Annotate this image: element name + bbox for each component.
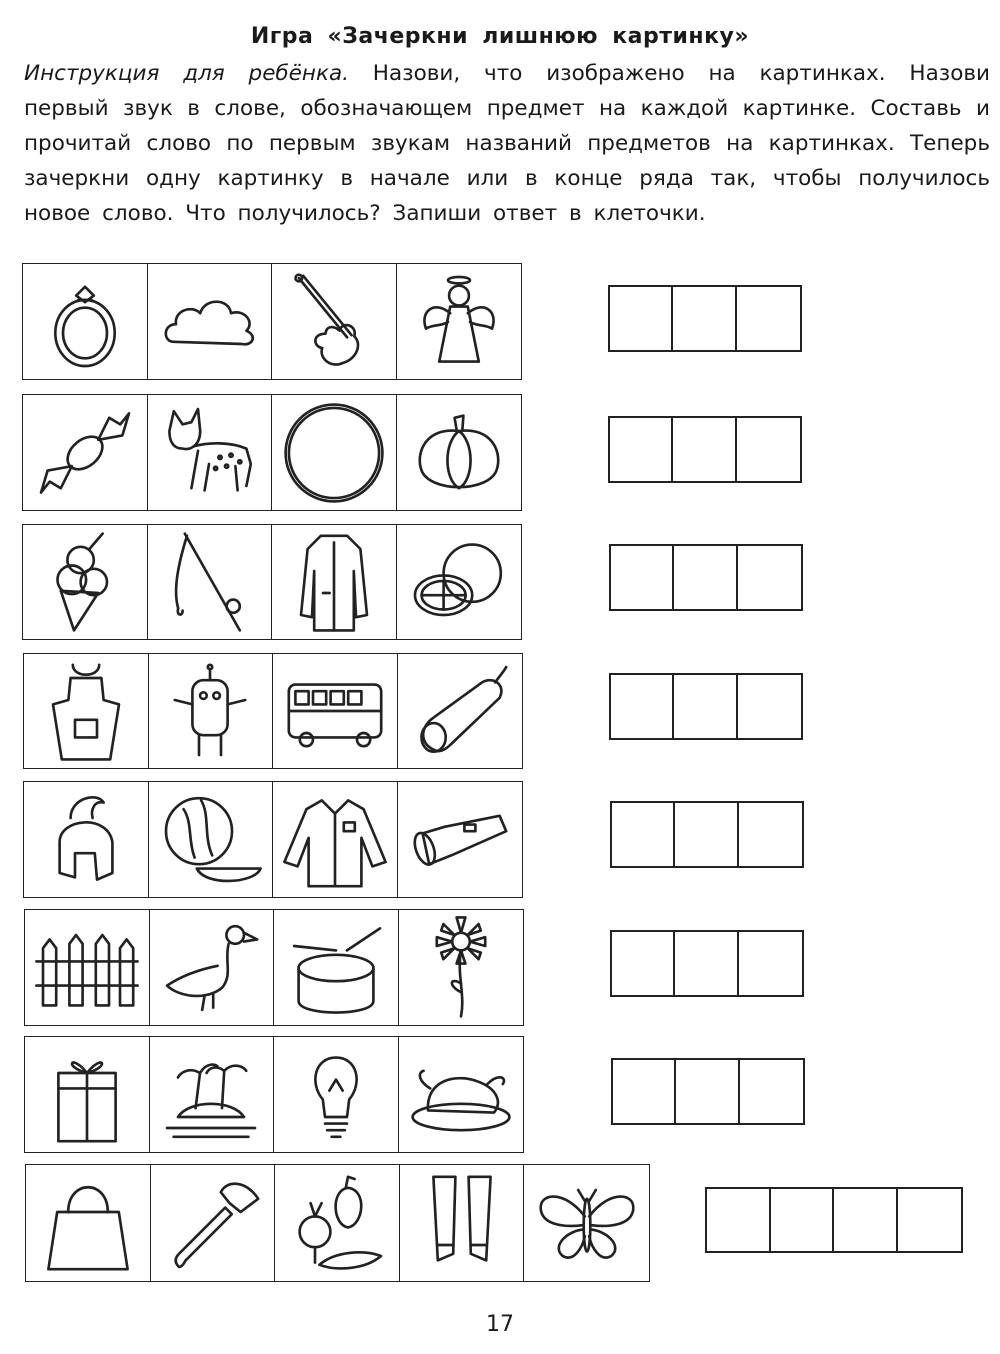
apron-icon bbox=[27, 656, 145, 766]
picture-cell[interactable] bbox=[399, 1037, 524, 1152]
island-icon bbox=[152, 1040, 270, 1150]
answer-cell[interactable] bbox=[610, 418, 673, 481]
answer-boxes-5[interactable] bbox=[610, 801, 804, 868]
picture-cell[interactable] bbox=[524, 1165, 649, 1281]
picture-cell[interactable] bbox=[400, 1165, 525, 1281]
coat-icon bbox=[275, 527, 393, 637]
answer-cell[interactable] bbox=[613, 1060, 676, 1123]
answer-cell[interactable] bbox=[739, 803, 802, 866]
answer-cell[interactable] bbox=[674, 675, 737, 738]
page-title: Игра «Зачеркни лишнюю картинку» bbox=[250, 24, 750, 49]
picture-row-3 bbox=[22, 524, 522, 640]
answer-boxes-1[interactable] bbox=[608, 285, 802, 352]
answer-cell[interactable] bbox=[675, 932, 738, 995]
picture-row-5 bbox=[23, 781, 523, 898]
answer-cell[interactable] bbox=[771, 1189, 835, 1251]
gift-icon bbox=[28, 1040, 146, 1150]
answer-boxes-7[interactable] bbox=[611, 1058, 805, 1125]
answer-cell[interactable] bbox=[612, 803, 675, 866]
answer-cell[interactable] bbox=[673, 418, 736, 481]
picture-cell[interactable] bbox=[23, 525, 148, 639]
pumpkin-icon bbox=[400, 398, 518, 508]
drum-icon bbox=[277, 913, 395, 1023]
orange-icon bbox=[400, 527, 518, 637]
answer-cell[interactable] bbox=[610, 287, 673, 350]
answer-cell[interactable] bbox=[737, 418, 800, 481]
picture-cell[interactable] bbox=[399, 910, 524, 1025]
vegetables-icon bbox=[278, 1168, 396, 1278]
helmet-icon bbox=[27, 785, 145, 895]
answer-cell[interactable] bbox=[675, 803, 738, 866]
picture-cell[interactable] bbox=[25, 1037, 150, 1152]
picture-cell[interactable] bbox=[272, 264, 397, 379]
picture-cell[interactable] bbox=[149, 782, 274, 897]
cloud-icon bbox=[150, 267, 268, 377]
answer-boxes-6[interactable] bbox=[610, 930, 804, 997]
picture-row-1 bbox=[22, 263, 522, 380]
picture-cell[interactable] bbox=[272, 395, 397, 510]
answer-cell[interactable] bbox=[737, 287, 800, 350]
picture-row-8 bbox=[25, 1164, 650, 1282]
violin-icon bbox=[275, 267, 393, 377]
flashlight-icon bbox=[401, 785, 519, 895]
answer-cell[interactable] bbox=[707, 1189, 771, 1251]
flower-icon bbox=[402, 913, 520, 1023]
picture-cell[interactable] bbox=[398, 654, 523, 768]
answer-cell[interactable] bbox=[740, 1060, 803, 1123]
jacket-icon bbox=[276, 785, 394, 895]
circle-icon bbox=[275, 398, 393, 508]
picture-cell[interactable] bbox=[24, 782, 149, 897]
lynx-icon bbox=[150, 398, 268, 508]
duck-icon bbox=[152, 913, 270, 1023]
answer-boxes-3[interactable] bbox=[609, 544, 803, 611]
watermelon-icon bbox=[151, 785, 269, 895]
butterfly-icon bbox=[528, 1168, 646, 1278]
picture-cell[interactable] bbox=[26, 1165, 151, 1281]
bus-icon bbox=[276, 656, 394, 766]
picture-row-4 bbox=[23, 653, 523, 769]
answer-cell[interactable] bbox=[612, 932, 675, 995]
page-number: 17 bbox=[486, 1312, 514, 1337]
answer-cell[interactable] bbox=[676, 1060, 739, 1123]
picture-row-6 bbox=[24, 909, 524, 1026]
answer-cell[interactable] bbox=[674, 546, 737, 609]
picture-cell[interactable] bbox=[24, 654, 149, 768]
picture-cell[interactable] bbox=[272, 525, 397, 639]
instruction bbox=[24, 56, 990, 231]
answer-cell[interactable] bbox=[739, 932, 802, 995]
answer-cell[interactable] bbox=[738, 546, 801, 609]
picture-cell[interactable] bbox=[148, 264, 273, 379]
ring-icon bbox=[26, 267, 144, 377]
picture-row-7 bbox=[24, 1036, 524, 1153]
answer-boxes-8[interactable] bbox=[705, 1187, 963, 1253]
picture-cell[interactable] bbox=[397, 395, 522, 510]
picture-cell[interactable] bbox=[274, 1037, 399, 1152]
flippers-icon bbox=[403, 1168, 521, 1278]
picture-cell[interactable] bbox=[148, 395, 273, 510]
instruction-lead: Инструкция для ребёнка. bbox=[24, 61, 349, 86]
picture-cell[interactable] bbox=[23, 395, 148, 510]
picture-cell[interactable] bbox=[273, 654, 398, 768]
ice-cream-icon bbox=[26, 527, 144, 637]
picture-cell[interactable] bbox=[273, 782, 398, 897]
angel-icon bbox=[400, 267, 518, 377]
candy-icon bbox=[26, 398, 144, 508]
picture-cell[interactable] bbox=[398, 782, 523, 897]
answer-cell[interactable] bbox=[834, 1189, 898, 1251]
answer-boxes-2[interactable] bbox=[608, 416, 802, 483]
answer-cell[interactable] bbox=[673, 287, 736, 350]
robot-icon bbox=[151, 656, 269, 766]
roast-chicken-icon bbox=[402, 1040, 520, 1150]
fishing-rod-icon bbox=[150, 527, 268, 637]
axe-icon bbox=[153, 1168, 271, 1278]
instruction-text: Назови, что изображено на картинках. Назови первый звук в слове, обозначающем предмет на каждой картинке. Составь и прочитай слово по первым звукам названий предметов на картинках. Теперь зачеркни одну картинку в начале или в конце ряда так, чтобы получилось новое слово. Что получилось? Запиши ответ в клеточки. bbox=[24, 61, 990, 226]
picture-cell[interactable] bbox=[397, 525, 522, 639]
picture-cell[interactable] bbox=[150, 1037, 275, 1152]
picture-cell[interactable] bbox=[150, 910, 275, 1025]
lightbulb-icon bbox=[277, 1040, 395, 1150]
bag-icon bbox=[29, 1168, 147, 1278]
answer-boxes-4[interactable] bbox=[609, 673, 803, 740]
picture-cell[interactable] bbox=[151, 1165, 276, 1281]
picture-cell[interactable] bbox=[23, 264, 148, 379]
picture-cell[interactable] bbox=[148, 525, 273, 639]
picture-row-2 bbox=[22, 394, 522, 511]
answer-cell[interactable] bbox=[611, 675, 674, 738]
fence-icon bbox=[28, 913, 146, 1023]
picture-cell[interactable] bbox=[397, 264, 522, 379]
picture-cell[interactable] bbox=[149, 654, 274, 768]
picture-cell[interactable] bbox=[274, 910, 399, 1025]
answer-cell[interactable] bbox=[611, 546, 674, 609]
answer-cell[interactable] bbox=[738, 675, 801, 738]
answer-cell[interactable] bbox=[898, 1189, 961, 1251]
picture-cell[interactable] bbox=[275, 1165, 400, 1281]
picture-cell[interactable] bbox=[25, 910, 150, 1025]
sausage-icon bbox=[401, 656, 519, 766]
